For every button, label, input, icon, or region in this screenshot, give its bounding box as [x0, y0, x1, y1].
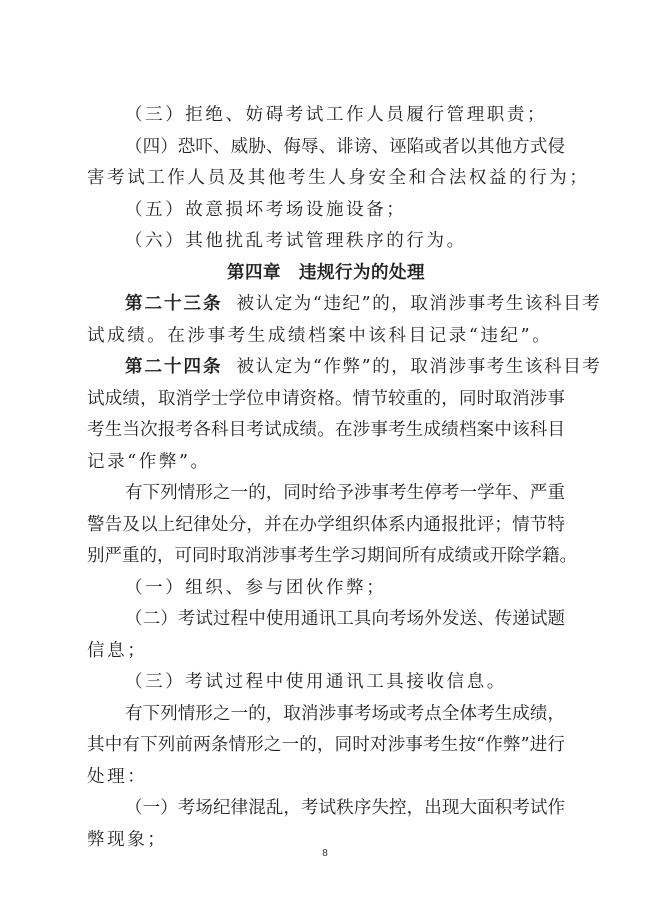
article-24 — [125, 352, 602, 384]
article-24-line-2: 试成绩，取消学士学位申请资格。情节较重的，同时取消涉事 — [87, 388, 565, 409]
list-item-6: （六）其他扰乱考试管理秩序的行为。 — [125, 231, 467, 251]
article-24-text: 被认定为“作弊”的，取消涉事考生该科目考 — [236, 357, 602, 377]
article-23-cont: 试成绩。在涉事考生成绩档案中该科目记录“违纪”。 — [87, 325, 553, 346]
article-24-line-3: 考生当次报考各科目考试成绩。在涉事考生成绩档案中该科目 — [87, 420, 565, 440]
para-b-line-1: 有下列情形之一的，取消涉事考场或考点全体考生成绩， — [125, 703, 565, 724]
chapter-heading — [87, 258, 565, 290]
article-23 — [125, 289, 602, 321]
para-a-item-1: （一）组织、参与团伙作弊； — [125, 577, 387, 598]
para-a-line-2: 警告及以上纪律处分，并在办学组织体系内通报批评；情节特 — [87, 514, 565, 535]
article-24-label: 第二十四条 — [125, 357, 223, 377]
article-23-label: 第二十三条 — [125, 294, 223, 314]
para-a-item-2-cont: 信息； — [87, 640, 148, 661]
list-item-4: （四）恐吓、威胁、侮辱、诽谤、诬陷或者以其他方式侵 — [125, 136, 565, 157]
para-b-line-3: 处理： — [87, 766, 148, 787]
list-item-4-cont: 害考试工作人员及其他考生人身安全和合法权益的行为； — [87, 168, 590, 188]
chapter-title: 违规行为的处理 — [299, 262, 425, 283]
para-a-line-1: 有下列情形之一的，同时给予涉事考生停考一学年、严重 — [125, 483, 565, 503]
para-a-line-3: 别严重的，可同时取消涉事考生学习期间所有成绩或开除学籍。 — [87, 546, 577, 566]
para-a-item-2: （二）考试过程中使用通讯工具向考场外发送、传递试题 — [125, 609, 565, 629]
article-24-line-4: 记录“作弊”。 — [87, 451, 211, 472]
para-b-item-1: （一）考场纪律混乱，考试秩序失控，出现大面积考试作 — [125, 798, 565, 818]
para-a-item-3: （三）考试过程中使用通讯工具接收信息。 — [125, 672, 507, 692]
list-item-3: （三）拒绝、妨碍考试工作人员履行管理职责； — [125, 105, 548, 125]
list-item-5: （五）故意损坏考场设施设备； — [125, 199, 407, 220]
page-number: 8 — [322, 848, 328, 859]
para-b-line-2: 其中有下列前两条情形之一的，同时对涉事考生按“作弊”进行 — [87, 735, 565, 755]
chapter-number: 第四章 — [227, 262, 281, 283]
para-b-item-1-cont: 弊现象； — [87, 829, 168, 850]
article-23-text: 被认定为“违纪”的，取消涉事考生该科目考 — [236, 294, 602, 314]
